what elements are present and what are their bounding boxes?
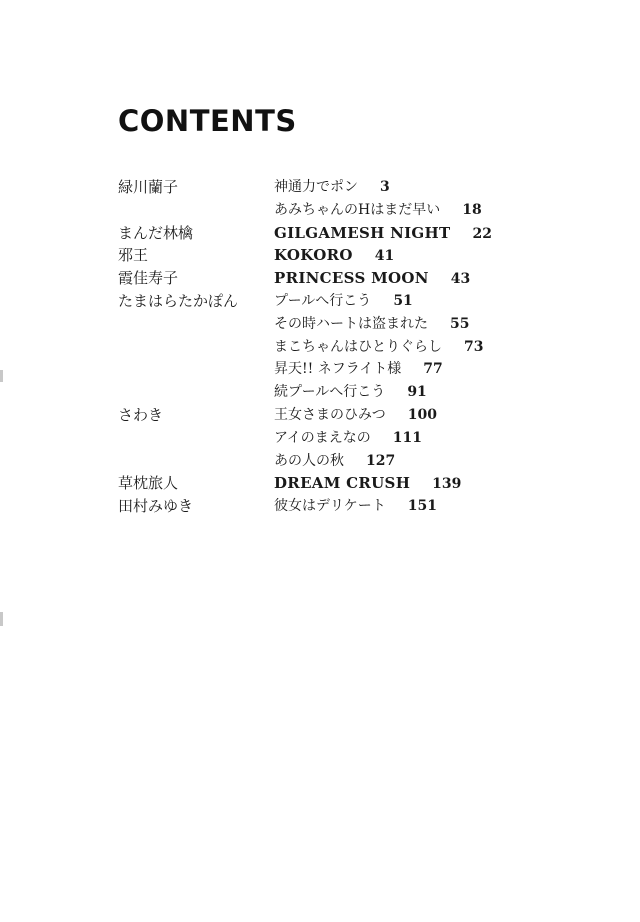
toc-entry: [118, 427, 538, 450]
scan-edge-mark: [0, 370, 3, 382]
work-entry: [274, 336, 483, 359]
author-name: 草枕旅人: [118, 474, 179, 493]
work-title: GILGAMESH NIGHT: [274, 223, 451, 242]
author-name: たまはらたかぽん: [118, 291, 239, 310]
work-title: あみちゃんのHはまだ早い: [274, 201, 441, 218]
work-entry: [274, 427, 422, 450]
work-title: プールへ行こう: [274, 292, 372, 309]
page-number: 111: [392, 429, 422, 446]
page-number: 41: [374, 248, 395, 265]
toc-entry: [118, 336, 538, 359]
toc-entry: [118, 495, 538, 518]
work-entry: [274, 404, 437, 427]
page-number: 100: [407, 406, 437, 423]
work-title: その時ハートは盗まれた: [274, 315, 428, 332]
author-name: さわき: [118, 405, 164, 424]
toc-entry: [118, 244, 538, 267]
work-entry: [274, 244, 394, 268]
work-title: まこちゃんはひとりぐらし: [274, 338, 442, 355]
page-number: 77: [423, 361, 443, 378]
toc-entry: [118, 313, 538, 336]
page-number: 55: [450, 315, 470, 332]
page-number: 73: [464, 338, 484, 355]
work-title: あの人の秋: [274, 452, 344, 469]
page-number: 91: [407, 384, 427, 401]
toc-entry: [118, 358, 538, 381]
toc-entry: [118, 199, 538, 222]
toc-entry: [118, 222, 538, 245]
work-entry: [274, 495, 437, 518]
author-name: 霞佳寿子: [118, 269, 179, 288]
page-number: 51: [393, 292, 413, 309]
work-title: 神通力でポン: [274, 179, 358, 195]
author-name: 邪王: [118, 246, 149, 265]
toc-entry: [118, 381, 538, 404]
toc-entry: [118, 404, 538, 427]
work-entry: [274, 358, 443, 381]
author-name: 田村みゆき: [118, 497, 194, 516]
scan-edge-mark: [0, 612, 3, 626]
toc-entry: [118, 472, 538, 495]
work-entry: [274, 290, 413, 313]
work-title: 王女さまのひみつ: [274, 406, 386, 423]
toc-entry: [118, 290, 538, 313]
work-entry: [274, 176, 390, 199]
toc-entry: [118, 267, 538, 290]
toc-entry: [118, 450, 538, 473]
table-of-contents: [118, 176, 538, 518]
work-entry: [274, 472, 461, 496]
page-number: 3: [380, 179, 390, 195]
work-title: 彼女はデリケート: [274, 498, 386, 515]
page-number: 18: [462, 201, 482, 218]
page-number: 127: [366, 452, 396, 469]
page-number: 43: [450, 271, 471, 288]
page-title: CONTENTS: [118, 104, 297, 138]
work-title: アイのまえなの: [274, 429, 371, 446]
work-entry: [274, 381, 427, 404]
work-title: 続プールへ行こう: [274, 384, 386, 401]
work-entry: [274, 313, 469, 336]
toc-entry: [118, 176, 538, 199]
work-title: DREAM CRUSH: [274, 474, 411, 493]
author-name: まんだ林檎: [118, 223, 194, 242]
work-entry: [274, 450, 395, 473]
author-name: 緑川蘭子: [118, 178, 179, 196]
work-title: 昇天!! ネフライト様: [274, 361, 402, 378]
page-number: 22: [472, 225, 492, 242]
work-entry: [274, 199, 482, 222]
page-number: 151: [407, 498, 437, 515]
work-entry: [274, 222, 492, 246]
page-number: 139: [432, 476, 462, 493]
work-entry: [274, 267, 470, 291]
work-title: PRINCESS MOON: [274, 269, 429, 288]
work-title: KOKORO: [274, 246, 353, 265]
